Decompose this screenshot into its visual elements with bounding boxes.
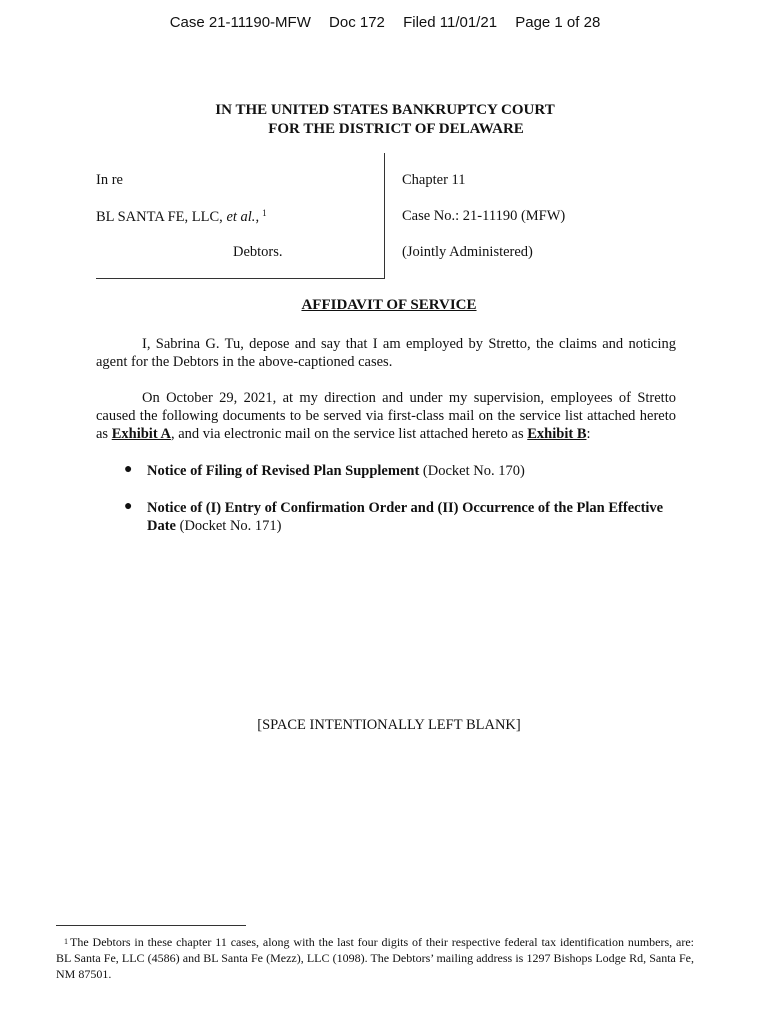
court-line-2: FOR THE DISTRICT OF DELAWARE [268,121,524,137]
case-number: Case 21-11190-MFW [169,14,311,31]
bullet-item-docket: (Docket No. 170) [419,463,525,479]
filed-date: Filed 11/01/21 [403,14,498,31]
footnote-rule [56,925,246,926]
blank-space-notice: [SPACE INTENTIONALLY LEFT BLANK] [257,717,521,733]
debtors-label: Debtors. [233,244,283,260]
bullet-item [147,499,682,535]
paragraph-2-text-3: : [586,426,591,442]
et-al: et al. [226,209,256,225]
jointly-administered: (Jointly Administered) [402,244,533,260]
bullet-icon: ● [124,499,133,514]
footnote-marker: 1 [64,937,68,946]
paragraph-2-text-2: , and via electronic mail on the service list attached hereto as [170,426,524,442]
court-line-1: IN THE UNITED STATES BANKRUPTCY COURT [215,102,555,118]
paragraph-2 [96,389,676,443]
document-title: AFFIDAVIT OF SERVICE [301,297,477,313]
court-heading [0,101,770,139]
footnote-text: The Debtors in these chapter 11 cases, along with the last four digits of their respective federal tax identification numbers, are: BL Santa Fe, LLC (4586) and BL Santa Fe (Mezz), LLC (1098). The Debtors’ mailing address is 1297 Bishops Lodge Rd, Santa Fe, NM 87501. [56,935,694,981]
caption-horizontal-rule [96,278,385,279]
in-re: In re [96,172,123,188]
bullet-icon: ● [124,462,133,477]
debtor-name: BL SANTA FE, LLC, [96,209,223,225]
filing-header [0,14,770,31]
case-no: Case No.: 21-11190 (MFW) [402,208,566,224]
doc-number: Doc 172 [329,14,385,31]
bullet-item-docket: (Docket No. 171) [176,518,282,534]
bullet-item-title: Notice of (I) Entry of Confirmation Order and (II) Occurrence of the Plan Effective Date [147,500,664,534]
footnote-reference: 1 [262,208,267,218]
bullet-item-title: Notice of Filing of Revised Plan Supplement [147,463,420,479]
paragraph-2-text-1: On October 29, 2021, at my direction and under my supervision, employees of Stretto caused the following documents to be served via first-class mail on the service list attached hereto as [96,390,676,442]
paragraph-1: I, Sabrina G. Tu, depose and say that I am employed by Stretto, the claims and noticing agent for the Debtors in the above-captioned cases. [96,336,676,370]
exhibit-a: Exhibit A [111,426,171,442]
debtor-suffix: , [255,209,260,225]
chapter: Chapter 11 [402,172,466,188]
debtor-name-line [96,208,267,226]
exhibit-b: Exhibit B [527,426,587,442]
bullet-item [147,462,682,480]
caption-vertical-rule [384,153,385,278]
footnote [56,934,694,982]
page-number: Page 1 of 28 [515,14,601,31]
